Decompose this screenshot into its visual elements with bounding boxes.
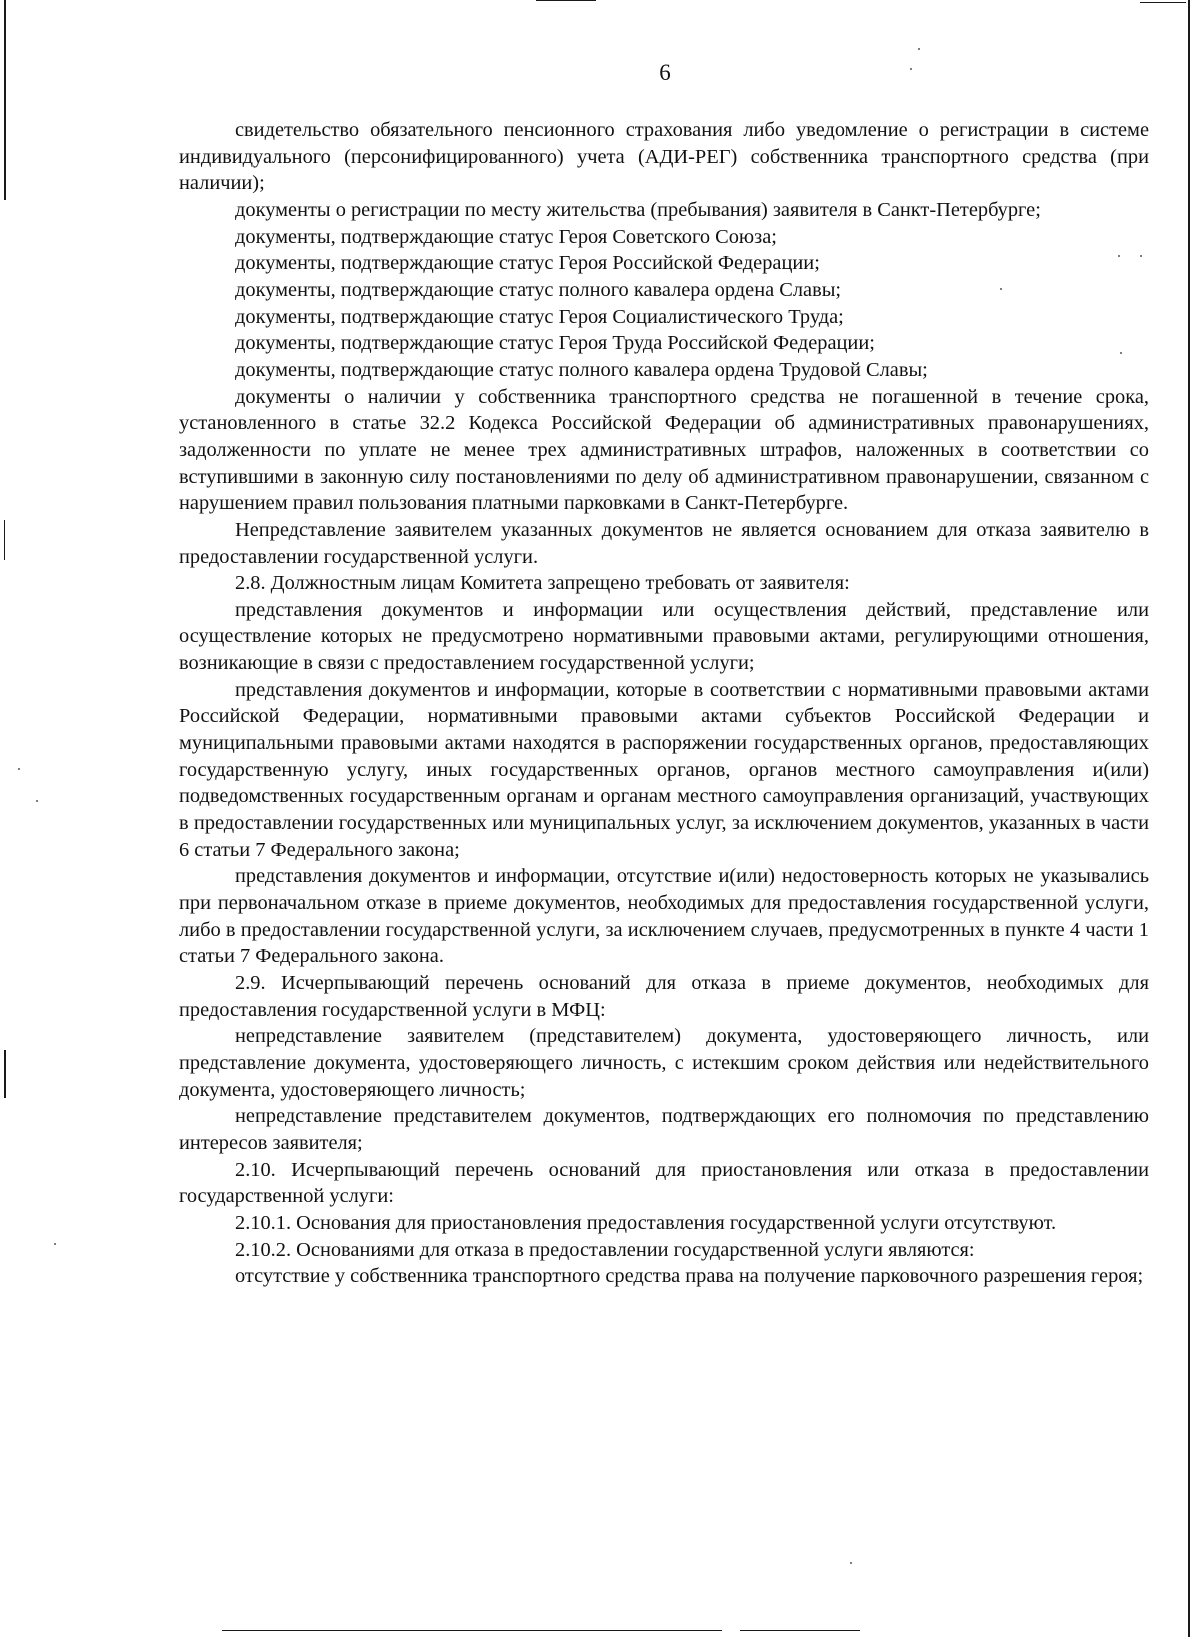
paragraph: отсутствие у собственника транспортного средства права на получение парковочного разрешения героя; [235,1265,1144,1288]
paragraph: непредставление заявителем (представителем) документа, удостоверяющего личность, или представление документа, удостоверяющего личность, с истекшим сроком действия или недействительного документа, удостоверяющего личность; [179,1025,1149,1101]
paragraph: документы, подтверждающие статус Героя Российской Федерации; [235,252,820,275]
paragraph: представления документов и информации или осуществления действий, представление или осуществление которых не предусмотрено нормативными правовыми актами, регулирующими отношения, возникающие в связи с предоставлением государственной услуги; [179,598,1149,675]
scan-edge-left-bottom [4,1050,6,1098]
paragraph: представления документов и информации, отсутствие и(или) недостоверность которых не указывались при первоначальном отказе в приеме документов, необходимых для предоставления государственной услуги, либо в предоставлении государственной услуги, за исключением случаев, предусмотренных в пункте 4 части 1 статьи 7 Федерального закона. [179,865,1149,968]
paragraph: непредставление представителем документов, подтверждающих его полномочия по представлению интересов заявителя; [179,1105,1149,1154]
paragraph: документы о наличии у собственника транспортного средства не погашенной в течение срока, установленного в статье 32.2 Кодекса Российской Федерации об административных правонарушениях, задолженности по уплате не менее трех административных штрафов, наложенных в соответствии со вступившими в законную силу постановлениями по делу об административном правонарушении, связанном с нарушением правил пользования платными парковками в Санкт-Петербурге. [179,385,1149,515]
scan-speck [54,1243,56,1245]
scan-edge-top [536,0,596,1]
paragraph: Непредставление заявителем указанных документов не является основанием для отказа заявителю в предоставлении государственной услуги. [179,518,1149,568]
scan-edge-left [4,0,6,200]
paragraph: документы, подтверждающие статус Героя Социалистического Труда; [235,305,844,328]
paragraph: документы, подтверждающие статус Героя Советского Союза; [235,225,777,248]
paragraph: 2.10.1. Основания для приостановления предоставления государственной услуги отсутствуют. [235,1211,1057,1234]
scan-edge-right [1188,0,1190,1637]
scan-edge-left-lower [4,520,5,560]
paragraph: 2.10.2. Основаниями для отказа в предоставлении государственной услуги являются: [235,1238,975,1261]
scan-edge-top-right [1140,2,1186,3]
scan-edge-bottom [222,1630,722,1631]
page-number: 6 [659,60,671,85]
scan-speck [850,1562,852,1564]
paragraph: документы, подтверждающие статус полного кавалера ордена Трудовой Славы; [235,358,928,381]
scan-edge-bottom-right [740,1630,860,1631]
body-text [179,117,1149,1290]
scan-speck [36,800,38,802]
scan-speck [18,768,20,770]
paragraph: документы, подтверждающие статус Героя Труда Российской Федерации; [235,332,875,355]
paragraph: 2.10. Исчерпывающий перечень оснований для приостановления или отказа в предоставлении государственной услуги: [179,1158,1149,1208]
paragraph: свидетельство обязательного пенсионного страхования либо уведомление о регистрации в системе индивидуального (персонифицированного) учета (АДИ-РЕГ) собственника транспортного средства (при наличии); [179,119,1149,195]
paragraph: документы о регистрации по месту жительства (пребывания) заявителя в Санкт-Петербурге; [235,198,1041,221]
scan-speck [918,48,920,50]
paragraph: 2.8. Должностным лицам Комитета запрещено требовать от заявителя: [235,572,850,595]
paragraph: представления документов и информации, которые в соответствии с нормативными правовыми актами Российской Федерации, нормативными правовыми актами субъектов Российской Федерации и муниципальными правовыми актами находятся в распоряжении государственных органов, предоставляющих государственную услугу, иных государственных органов, органов местного самоуправления и(или) подведомственных государственным органам и органам местного самоуправления организаций, участвующих в предоставлении государственных или муниципальных услуг, за исключением документов, указанных в части 6 статьи 7 Федерального закона; [179,678,1149,861]
paragraph: 2.9. Исчерпывающий перечень оснований для отказа в приеме документов, необходимых для предоставления государственной услуги в МФЦ: [179,972,1149,1021]
paragraph: документы, подтверждающие статус полного кавалера ордена Славы; [235,278,842,301]
